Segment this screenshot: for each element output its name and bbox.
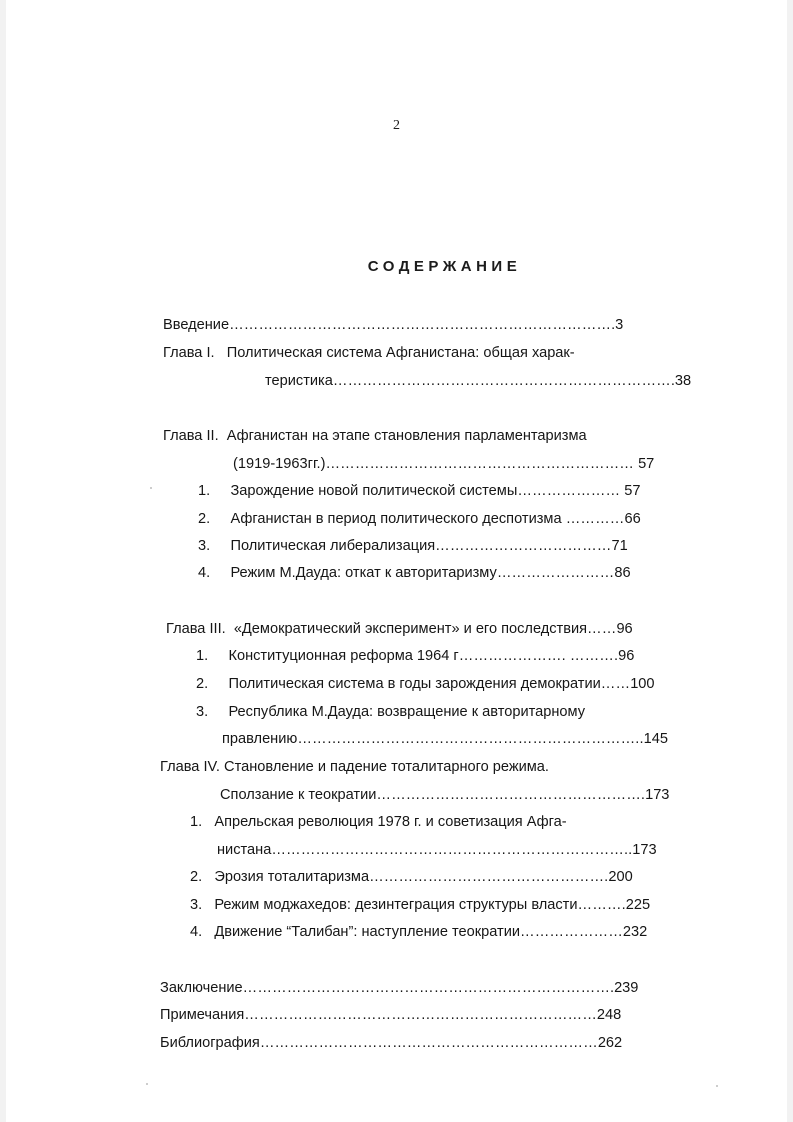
toc-chapter-4-title-cont xyxy=(220,785,696,805)
toc-section-number: 3. xyxy=(196,704,209,720)
toc-entry-text: Республика М.Дауда: возвращение к авторитарному xyxy=(228,704,586,720)
toc-page-number: 200 xyxy=(608,869,633,885)
toc-chapter-label: Глава III. xyxy=(166,621,226,637)
toc-leader-dots: ………………… xyxy=(517,483,621,499)
toc-leader-dots: ………. xyxy=(577,897,626,913)
toc-section-4-4 xyxy=(190,922,696,942)
toc-section-3-3 xyxy=(196,702,690,722)
toc-entry-text: Движение “Талибан”: наступление теократии xyxy=(214,924,521,940)
toc-section-4-1 xyxy=(190,812,690,832)
toc-section-2-3 xyxy=(198,536,688,556)
scan-edge-left xyxy=(0,0,6,1122)
toc-section-2-1 xyxy=(198,481,688,501)
toc-leader-dots: ………………………………………………. xyxy=(376,787,646,803)
toc-leader-dots: ………………………………………………………………… xyxy=(242,980,611,996)
toc-chapter-4-title xyxy=(160,757,690,777)
toc-entry-text: Введение xyxy=(163,317,230,333)
toc-entry-text: Эрозия тоталитаризма xyxy=(214,869,370,885)
toc-section-3-1 xyxy=(196,646,690,666)
toc-section-number: 4. xyxy=(198,565,211,581)
toc-page-number: 66 xyxy=(624,511,641,527)
toc-section-2-4 xyxy=(198,563,688,583)
toc-entry-text: Политическая система в годы зарождения демократии xyxy=(228,676,601,692)
page-title: СОДЕРЖАНИЕ xyxy=(367,258,522,275)
toc-entry-bibliography xyxy=(160,1033,696,1053)
toc-page-number: 96 xyxy=(616,621,633,637)
toc-section-number: 1. xyxy=(190,814,203,830)
toc-page-number: 96 xyxy=(618,648,635,664)
toc-entry-text: нистана xyxy=(217,842,272,858)
toc-section-2-2 xyxy=(198,509,688,529)
toc-leader-dots: …………………………………………. xyxy=(369,869,609,885)
toc-page-number: 248 xyxy=(596,1007,622,1023)
toc-entry-text: Зарождение новой политической системы xyxy=(230,483,518,499)
toc-entry-text: Сползание к теократии xyxy=(220,787,377,803)
toc-section-4-1-cont xyxy=(217,840,696,860)
toc-section-3-3-cont xyxy=(222,729,696,749)
toc-page-number: 100 xyxy=(630,676,655,692)
toc-page-number: .239 xyxy=(610,980,639,996)
toc-leader-dots: …… xyxy=(587,621,617,637)
toc-entry-text: Режим моджахедов: дезинтеграция структуры власти xyxy=(214,897,578,913)
toc-page-number: 173 xyxy=(645,787,670,803)
toc-leader-dots: ……………………………… xyxy=(435,538,612,554)
scan-speck xyxy=(716,1085,718,1087)
toc-page-number: 145 xyxy=(643,731,668,747)
toc-entry-text: «Демократический эксперимент» и его последствия xyxy=(233,621,588,637)
toc-page-number: 173 xyxy=(632,842,657,858)
toc-entry-text: (1919-1963гг.) xyxy=(233,456,326,472)
toc-entry-text: Заключение xyxy=(160,980,243,996)
toc-entry-introduction xyxy=(163,315,683,335)
toc-section-number: 4. xyxy=(190,924,203,940)
toc-entry-notes xyxy=(160,1005,696,1025)
toc-entry-text: Афганистан на этапе становления парламентаризма xyxy=(226,428,587,444)
toc-chapter-2-title-cont xyxy=(233,454,685,474)
toc-page-number: 262 xyxy=(597,1035,623,1051)
toc-entry-text: Режим М.Дауда: откат к авторитаризму xyxy=(230,565,497,581)
toc-leader-dots: ………… xyxy=(561,511,625,527)
toc-page-number: 57 xyxy=(634,456,655,472)
toc-section-number: 2. xyxy=(198,511,211,527)
scan-speck xyxy=(150,487,152,489)
toc-page-number: 232 xyxy=(622,924,648,940)
toc-chapter-1-title-cont xyxy=(265,371,692,391)
toc-section-4-3 xyxy=(190,895,696,915)
toc-entry-text: Конституционная реформа 1964 г xyxy=(228,648,459,664)
toc-entry-text: правлению xyxy=(222,731,298,747)
toc-section-number: 2. xyxy=(196,676,209,692)
toc-chapter-label: Глава I. xyxy=(163,345,215,361)
toc-entry-text: Афганистан в период политического деспотизма xyxy=(230,511,562,527)
toc-entry-text: Примечания xyxy=(160,1007,245,1023)
toc-leader-dots: ……………………………………………………… xyxy=(325,456,635,472)
toc-entry-text: Библиография xyxy=(160,1035,260,1051)
toc-leader-dots: ………………… xyxy=(520,924,623,940)
toc-chapter-1-title xyxy=(163,343,683,363)
toc-leader-dots: …………………………………………………………………… xyxy=(229,317,612,333)
toc-leader-dots: …………………………………………………………… xyxy=(332,373,671,389)
toc-page-number: .3 xyxy=(611,317,624,333)
toc-leader-dots: …… xyxy=(600,676,631,692)
toc-section-number: 3. xyxy=(198,538,211,554)
toc-page-number: 57 xyxy=(620,483,641,499)
toc-leader-dots: …………………………………………………………….. xyxy=(297,731,644,747)
toc-section-4-2 xyxy=(190,867,696,887)
toc-leader-dots: …………………………………………………………… xyxy=(259,1035,598,1051)
scan-speck xyxy=(146,1083,148,1085)
toc-page-number: 71 xyxy=(611,538,628,554)
page-number: 2 xyxy=(393,118,400,133)
toc-section-3-2 xyxy=(196,674,696,694)
toc-entry-text: Становление и падение тоталитарного режима. xyxy=(224,759,549,775)
toc-leader-dots: …………………. ………. xyxy=(458,648,619,664)
toc-entry-text: теристика xyxy=(265,373,333,389)
toc-entry-text: Политическая система Афганистана: общая харак- xyxy=(226,345,575,361)
toc-chapter-2-title xyxy=(163,426,683,446)
toc-chapter-3-title xyxy=(166,619,688,639)
toc-leader-dots: ……………………………………………………………….. xyxy=(271,842,633,858)
toc-leader-dots: …………………… xyxy=(496,565,615,581)
toc-section-number: 2. xyxy=(190,869,203,885)
toc-entry-text: Политическая либерализация xyxy=(230,538,436,554)
toc-chapter-label: Глава II. xyxy=(163,428,219,444)
toc-entry-text: Апрельская революция 1978 г. и советизация Афга- xyxy=(214,814,567,830)
toc-leader-dots: ……………………………………………………………… xyxy=(244,1007,597,1023)
toc-entry-conclusion xyxy=(160,978,696,998)
toc-page-number: 225 xyxy=(625,897,651,913)
toc-section-number: 1. xyxy=(196,648,209,664)
toc-page-number: 86 xyxy=(614,565,631,581)
toc-section-number: 1. xyxy=(198,483,211,499)
toc-chapter-label: Глава IV. xyxy=(160,759,220,775)
toc-section-number: 3. xyxy=(190,897,203,913)
scan-edge-right xyxy=(787,0,793,1122)
toc-page-number: .38 xyxy=(670,373,692,389)
